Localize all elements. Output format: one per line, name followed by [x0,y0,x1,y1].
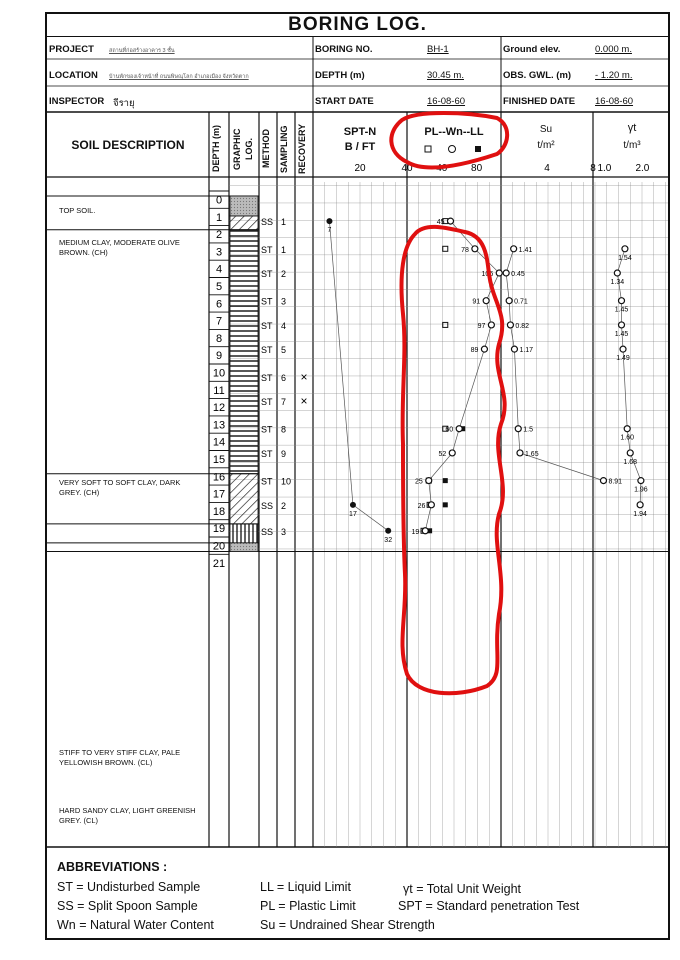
wn-point [428,502,434,508]
recovery-heading: RECOVERY [297,123,307,175]
gamma-value-label: 1.54 [618,254,632,262]
wn-value-label: 45 [436,219,445,227]
gamma-point [638,478,644,484]
gamma-point [619,322,625,328]
ll-point [443,502,448,507]
wn-point [483,298,489,304]
gamma-value-label: 1.96 [634,486,648,494]
start-date-label: START DATE [315,96,374,107]
gamma-heading: γt [627,122,637,134]
su-point [507,322,513,328]
gamma-value-label: 1.34 [610,279,625,287]
graphic-log-soft-clay [230,230,258,474]
gamma-value-label: 1.45 [614,306,629,314]
atterberg-tick-label: 80 [471,163,483,174]
abbr-spt: SPT = Standard penetration Test [398,899,580,913]
su-point [517,450,523,456]
ll-legend-square [475,146,481,152]
finished-date-value: 16-08-60 [595,96,634,107]
sample-number: 10 [281,476,292,487]
su-point [506,298,512,304]
su-value-label: 8.91 [608,478,623,486]
depth-label: 2 [215,229,223,242]
graphic-log-sandy-clay [230,524,258,543]
wn-point [472,246,478,252]
su-value-label: 0.82 [515,322,530,330]
abbr-ll: LL = Liquid Limit [260,880,351,894]
graphic-log-stiff-clay [230,474,258,524]
recovery-mark: × [300,394,308,409]
sample-number: 7 [281,397,287,408]
sampling-heading: SAMPLING [279,125,289,173]
gamma-value-label: 1.49 [616,355,630,363]
depth-heading: DEPTH (m) [211,125,221,173]
atterberg-tick-label: 40 [436,163,448,174]
gamma-value-label: 1.60 [620,434,635,442]
su-point [515,426,521,432]
pl-legend-square [425,146,431,152]
depth-label: 1 [215,211,223,224]
wn-point [481,346,487,352]
log-title: BORING LOG. [47,14,668,37]
depth-label: DEPTH (m) [315,70,365,81]
inspector-value: จีรายุ [113,98,135,109]
location-label: LOCATION [49,70,98,81]
depth-label: 20 [212,540,226,553]
pl-point [443,246,448,251]
depth-label: 12 [212,402,226,415]
spt-value-label: 17 [349,510,357,518]
finished-date-label: FINISHED DATE [503,96,576,107]
sample-method: ST [261,269,273,280]
depth-label: 21 [212,557,226,570]
sample-method: ST [261,424,273,435]
depth-label: 8 [215,332,223,345]
sample-number: 3 [281,296,287,307]
abbr-gt: γt = Total Unit Weight [403,882,521,896]
wn-point [456,426,462,432]
depth-label: 6 [215,298,223,311]
graphic-log-heading: GRAPHIC LOG. [232,128,254,170]
sample-number: 4 [281,320,287,331]
pl-point [443,322,448,327]
log-grid [47,14,668,938]
su-value-label: 1.17 [519,347,534,355]
su-tick-label: 4 [544,163,550,174]
depth-label: 7 [215,315,223,328]
spt-tick-label: 20 [354,163,366,174]
boring-no-label: BORING NO. [315,44,373,55]
sample-number: 9 [281,448,287,459]
depth-label: 16 [212,471,226,484]
spt-value-label: 7 [327,227,332,235]
depth-label: 10 [212,367,226,380]
start-date-value: 16-08-60 [427,96,466,107]
su-unit: t/m² [537,140,555,151]
depth-value: 30.45 m. [427,70,464,81]
spt-point [385,528,391,534]
su-point [600,478,606,484]
sample-number: 2 [281,269,287,280]
sample-method: ST [261,448,273,459]
su-profile-line [506,246,603,481]
gamma-point [619,298,625,304]
gamma-point [614,270,620,276]
boring-no-value: BH-1 [427,44,449,55]
wn-point [449,450,455,456]
su-value-label: 0.45 [511,271,525,279]
gamma-unit: t/m³ [623,140,641,151]
gamma-value-label: 1.68 [623,458,638,466]
gamma-point [637,502,643,508]
wn-value-label: 97 [477,322,486,330]
spt-point [326,218,332,224]
depth-label: 11 [213,384,225,397]
sample-method: SS [261,526,274,537]
graphic-log-topsoil [230,196,258,216]
gamma-point [627,450,633,456]
graphic-log-bottom [230,543,258,552]
gamma-point [620,346,626,352]
su-tick-label: 8 [590,163,596,174]
sample-number: 2 [281,500,287,511]
gamma-tick-label: 1.0 [597,163,612,174]
abbr-pl: PL = Plastic Limit [260,899,356,913]
wn-point [488,322,494,328]
wn-value-label: 78 [461,246,469,254]
sample-method: ST [261,476,273,487]
su-value-label: 1.5 [523,426,533,434]
spt-heading: SPT-N [343,126,377,138]
depth-label: 18 [212,505,226,518]
depth-label: 0 [215,194,223,207]
depth-label: 17 [212,488,226,501]
depth-label: 14 [212,436,226,449]
depth-label: 19 [212,523,226,536]
sample-method: SS [261,217,274,228]
gamma-value-label: 1.45 [614,330,629,338]
project-label: PROJECT [49,44,94,55]
su-point [511,246,517,252]
spt-tick-label: 40 [401,163,413,174]
soil-layer-1: TOP SOIL. [59,206,96,215]
sample-number: 5 [281,345,287,356]
su-value-label: 1.41 [518,246,533,254]
wn-value-label: 91 [472,298,481,306]
su-heading: Su [539,124,553,135]
recovery-mark: × [300,369,308,384]
project-value: สถานที่ก่อสร้างอาคาร 3 ชั้น [109,48,175,54]
depth-label: 13 [212,419,226,432]
soil-layer-3: VERY SOFT TO SOFT CLAY, DARK GREY. (CH) [59,478,181,497]
soil-description-heading: SOIL DESCRIPTION [71,138,185,152]
wn-value-label: 25 [414,478,423,486]
sample-method: ST [261,296,273,307]
gamma-value-label: 1.94 [633,510,647,518]
sample-method: ST [261,345,273,356]
ll-point [443,478,448,483]
ground-elev-label: Ground elev. [503,44,561,55]
spt-point [350,502,356,508]
depth-label: 5 [215,281,223,293]
sample-number: 6 [281,372,287,383]
sample-method: ST [261,397,273,408]
wn-value-label: 89 [470,347,479,355]
sample-method: SS [261,500,274,511]
abbr-st: ST = Undisturbed Sample [57,880,201,894]
obs-gwl-label: OBS. GWL. (m) [503,70,572,81]
su-value-label: 0.71 [514,298,528,306]
sample-method: ST [261,244,273,255]
sample-method: ST [261,372,273,383]
graphic-log-medium-clay [230,216,258,230]
wn-value-label: 19 [411,528,420,536]
sample-number: 1 [281,244,287,255]
red-highlight-header [391,113,507,167]
location-value: บ้านพักของเจ้าหน้าที่ ถนนพิษณุโลก อำเภอเมือง จังหวัดตาก [109,74,249,80]
sample-number: 1 [281,217,287,228]
inspector-label: INSPECTOR [49,96,105,107]
wn-point [422,528,428,534]
wn-point [448,218,454,224]
soil-layer-5: HARD SANDY CLAY, LIGHT GREENISH GREY. (CL) [59,806,196,825]
abbr-wn: Wn = Natural Water Content [57,918,214,932]
sample-method: ST [261,320,273,331]
depth-label: 4 [215,263,223,276]
method-heading: METHOD [261,129,271,169]
su-point [503,270,509,276]
depth-label: 9 [215,350,223,363]
abbr-ss: SS = Split Spoon Sample [57,899,198,913]
gamma-point [622,246,628,252]
wn-value-label: 60 [445,426,454,434]
soil-layer-2: MEDIUM CLAY, MODERATE OLIVE BROWN. (CH) [59,238,180,257]
gamma-point [624,426,630,432]
depth-label: 15 [212,454,226,466]
abbreviations-heading: ABBREVIATIONS : [57,860,168,874]
spt-value-label: 32 [384,536,393,544]
wn-value-label: 52 [438,450,447,458]
su-point [511,346,517,352]
sample-number: 3 [281,526,287,537]
atterberg-heading: PL--Wn--LL [424,126,484,138]
wn-value-label: 106 [481,271,494,279]
gamma-tick-label: 2.0 [635,163,650,174]
obs-gwl-value: - 1.20 m. [595,70,633,81]
wn-legend-circle [449,146,456,153]
ground-elev-value: 0.000 m. [595,44,632,55]
sample-number: 8 [281,424,287,435]
wn-point [496,270,502,276]
boring-log-sheet [45,12,670,940]
su-value-label: 1.65 [524,450,539,458]
wn-point [426,478,432,484]
abbr-su: Su = Undrained Shear Strength [260,918,435,932]
wn-value-label: 26 [417,502,426,510]
spt-unit: B / FT [344,141,376,153]
depth-label: 3 [215,246,223,259]
soil-layer-4: STIFF TO VERY STIFF CLAY, PALE YELLOWISH BROWN. (CL) [59,748,181,767]
